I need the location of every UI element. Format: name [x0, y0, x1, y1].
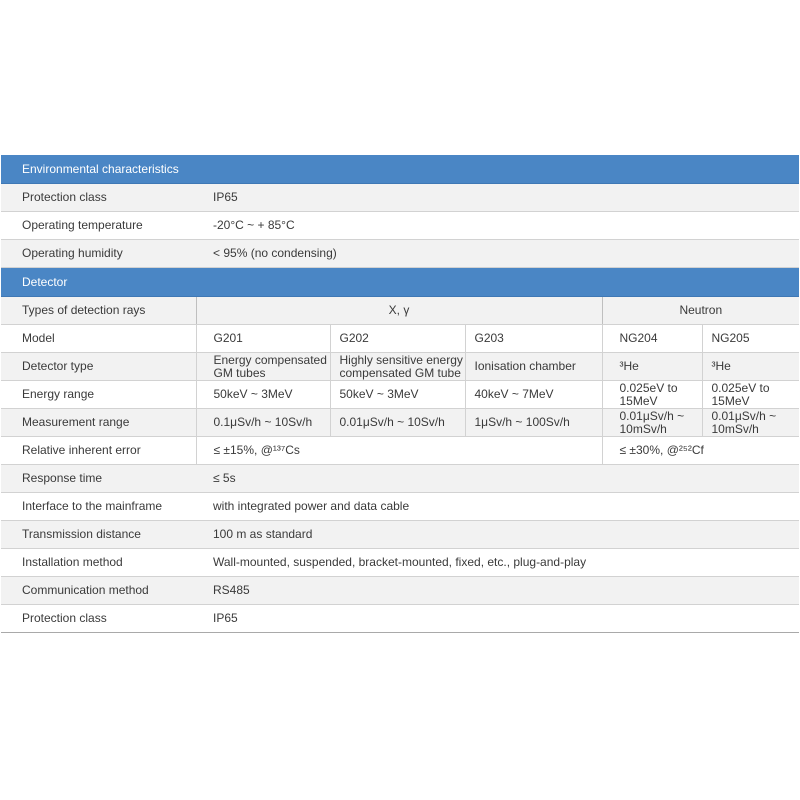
error-xg-cell: ≤ ±15%, @¹³⁷Cs [196, 437, 602, 465]
row-value: 100 m as standard [196, 521, 799, 549]
table-row-energy [1, 381, 799, 409]
row-label: Response time [1, 465, 196, 493]
ray-type-neutron: Neutron [602, 297, 799, 325]
energy-cell: 40keV ~ 7MeV [465, 381, 602, 409]
row-value: with integrated power and data cable [196, 493, 799, 521]
table-row [1, 549, 799, 577]
detector-type-cell: ³He [602, 353, 702, 381]
table-row [1, 493, 799, 521]
table-row-measurement [1, 409, 799, 437]
table-row [1, 465, 799, 493]
model-cell: G201 [196, 325, 330, 353]
row-value: Wall-mounted, suspended, bracket-mounted, fixed, etc., plug-and-play [196, 549, 799, 577]
measurement-cell: 0.01μSv/h ~ 10Sv/h [330, 409, 465, 437]
model-cell: G202 [330, 325, 465, 353]
ray-type-xg: X, γ [196, 297, 602, 325]
model-cell: NG204 [602, 325, 702, 353]
table-row [1, 577, 799, 605]
detector-type-cell: Energy compensated GM tubes [196, 353, 330, 381]
row-value: RS485 [196, 577, 799, 605]
error-neutron-cell: ≤ ±30%, @²⁵²Cf [602, 437, 799, 465]
measurement-cell: 0.1μSv/h ~ 10Sv/h [196, 409, 330, 437]
table-row-error [1, 437, 799, 465]
table-row [1, 605, 799, 633]
row-value: ≤ 5s [196, 465, 799, 493]
section-header-detector [1, 268, 799, 297]
row-label: Operating humidity [1, 240, 196, 268]
table-row [1, 240, 799, 268]
detector-type-cell: Highly sensitive energy compensated GM tube [330, 353, 465, 381]
row-value: IP65 [196, 605, 799, 633]
row-label: Interface to the mainframe [1, 493, 196, 521]
table-row-detector-type [1, 353, 799, 381]
row-label: Protection class [1, 184, 196, 212]
row-label: Transmission distance [1, 521, 196, 549]
measurement-cell: 0.01μSv/h ~ 10mSv/h [702, 409, 799, 437]
model-cell: G203 [465, 325, 602, 353]
row-label: Measurement range [1, 409, 196, 437]
row-label: Detector type [1, 353, 196, 381]
section-title: Detector [1, 268, 799, 297]
spec-table [1, 155, 799, 633]
section-title: Environmental characteristics [1, 155, 799, 184]
row-label: Installation method [1, 549, 196, 577]
row-label: Operating temperature [1, 212, 196, 240]
energy-cell: 50keV ~ 3MeV [330, 381, 465, 409]
row-label: Energy range [1, 381, 196, 409]
measurement-cell: 0.01μSv/h ~ 10mSv/h [602, 409, 702, 437]
measurement-cell: 1μSv/h ~ 100Sv/h [465, 409, 602, 437]
table-row-types [1, 297, 799, 325]
energy-cell: 50keV ~ 3MeV [196, 381, 330, 409]
row-value: IP65 [196, 184, 799, 212]
detector-type-cell: ³He [702, 353, 799, 381]
energy-cell: 0.025eV to 15MeV [702, 381, 799, 409]
row-label: Protection class [1, 605, 196, 633]
row-label: Relative inherent error [1, 437, 196, 465]
row-value: -20°C ~ + 85°C [196, 212, 799, 240]
energy-cell: 0.025eV to 15MeV [602, 381, 702, 409]
row-label: Model [1, 325, 196, 353]
detector-type-cell: Ionisation chamber [465, 353, 602, 381]
table-row [1, 184, 799, 212]
table-row [1, 212, 799, 240]
table-row [1, 521, 799, 549]
model-cell: NG205 [702, 325, 799, 353]
row-value: < 95% (no condensing) [196, 240, 799, 268]
row-label: Types of detection rays [1, 297, 196, 325]
table-row-model [1, 325, 799, 353]
section-header-environmental [1, 155, 799, 184]
row-label: Communication method [1, 577, 196, 605]
